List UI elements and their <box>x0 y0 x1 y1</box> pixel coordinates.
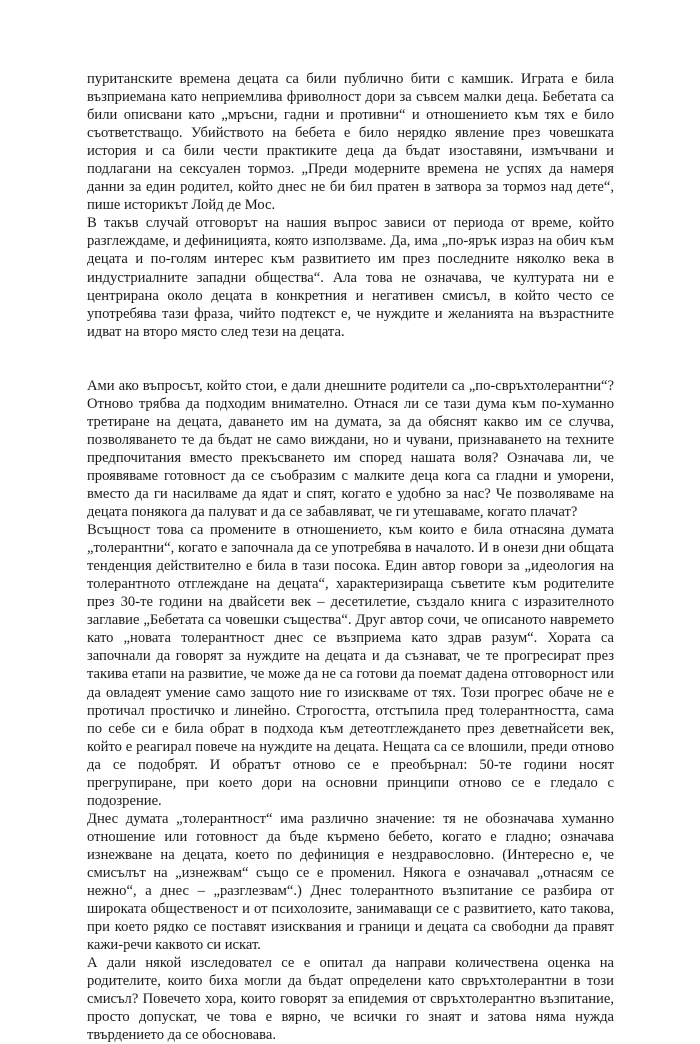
document-page <box>87 70 614 1044</box>
paragraph-3: Ами ако въпросът, който стои, е дали днешните родители са „по-свръхтолерантни“? Отново трябва да подходим внимателно. Отнася ли се тази дума към по-хуманно третиране на децата, даването им на думата, за да обяснят какво им се случва, позволяването те да бъдат не само виждани, но и чувани, признаването на техните предпочитания вместо прекъсването им според нашата воля? Означава ли, че проявяваме готовност да се съобразим с малките деца кога са гладни и уморени, вместо да ги насилваме да ядат и спят, когато е удобно за нас? Че позволяваме на децата понякога да палуват и да се забавляват, че ги утешаваме, когато плачат? <box>87 377 614 521</box>
paragraph-5: Днес думата „толерантност“ има различно значение: тя не обозначава хуманно отношение или готовност да бъде кърмено бебето, когато е гладно; означава изнежване на децата, което по дефиниция е нездравословно. (Интересно е, че смисълът на „изнежвам“ също се е променил. Някога е означавал „отнасям се нежно“, а днес – „разглезвам“.) Днес толерантното възпитание се разбира от широката общественост и от психолозите, занимаващи се с развитието, като такова, при което рядко се поставят изисквания и граници и децата са свободни да правят кажи-речи каквото си искат. <box>87 810 614 954</box>
paragraph-6: А дали някой изследовател се е опитал да направи количествена оценка на родителите, които биха могли да бъдат определени като свръхтолерантни в този смисъл? Повечето хора, които говорят за епидемия от свръхтолерантно възпитание, просто допускат, че това е вярно, че всички го знаят и затова няма нужда твърдението да се обосновава. <box>87 955 614 1044</box>
paragraph-1: пуританските времена децата са били публично бити с камшик. Играта е била възприемана като неприемлива фриволност дори за съвсем малки деца. Бебетата са били описвани като „мръсни, гадни и противни“ и отношението към тях е било съответстващо. Убийството на бебета е било нерядко явление през човешката история и са били чести практиките деца да бъдат изоставяни, измъчвани и подлагани на сексуален тормоз. „Преди модерните времена не успях да намеря данни за един родител, който днес не би бил пратен в затвора за тормоз над дете“, пише историкът Лойд де Мос. <box>87 71 614 214</box>
paragraph-2: В такъв случай отговорът на нашия въпрос зависи от периода от време, който разглеждаме, и дефиницията, която използваме. Да, има „по-ярък израз на обич към децата и по-голям интерес към развитието им през последните няколко века в индустриалните западни общества“. Ала това не означава, че културата ни е центрирана около децата в конкретния и негативен смисъл, в който често се употребява тази фраза, чийто подтекст е, че нуждите и желанията на възрастните идват на второ място след тези на децата. <box>87 215 614 340</box>
paragraph-spacer <box>87 359 614 377</box>
paragraph-4: Всъщност това са промените в отношението, към които е била отнасяна думата „толерантни“, когато е започнала да се употребява в началото. И в онези дни общата тенденция действително е била в тази посока. Един автор говори за „идеология на толерантното отглеждане на децата“, характеризираща съветите към родителите през 30-те години на двайсети век – десетилетие, създало книга с изразителното заглавие „Бебетата са човешки същества“. Друг автор сочи, че описаното навремето като „новата толерантност днес се възприема като здрав разум“. Хората са започнали да говорят за нуждите на децата и да съзнават, че те прогресират през такива етапи на развитие, че може да не са готови да поемат дадена отговорност или да овладеят умение само защото ние го изискваме от тях. Този прогрес обаче не е протичал простичко и линейно. Строгостта, отстъпила пред толерантността, сама по себе си е била обрат в подхода към детеотглеждането през деветнайсети век, който е реагирал повече на нуждите на децата. Нещата са се влошили, преди отново да се подобрят. И обратът отново се е преобърнал: 50-те години носят прегрупиране, при което дори на основни принципи отново се е гледало с подозрение. <box>87 522 614 809</box>
paragraph-spacer <box>87 341 614 359</box>
